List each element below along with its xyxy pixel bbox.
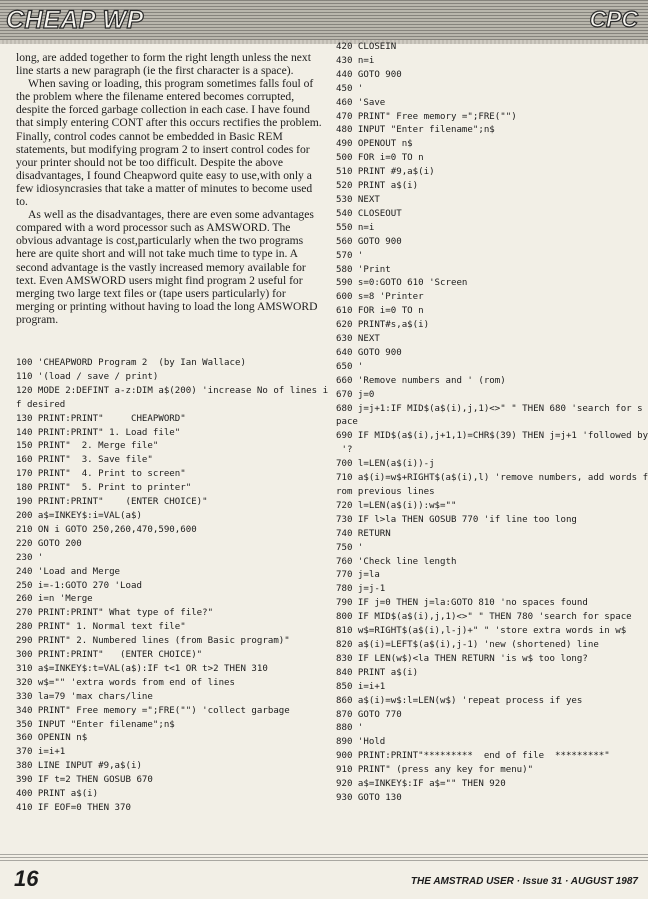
paragraph-2: When saving or loading, this program sometimes falls foul of the problem where the filename entered becomes corrupted, despite the forced garbage collection in each case. I have found that simply entering CONT after this occurs rectifies the problem. Finally, control codes cannot be embedded in Basic REM statements, but modifying program 2 to insert control codes for your printer should not be too difficult. Despite the above disadvantages, I found Cheapword quite easy to use,with only a few idiosyncrasies that take a matter of minutes to become used to. <box>16 77 322 209</box>
code-listing-right: 420 CLOSEIN 430 n=i 440 GOTO 900 450 ' 460 'Save 470 PRINT" Free memory =";FRE("") 480 INPUT "Enter filename";n$ 490 OPENOUT n$ 500 FOR i=0 TO n 510 PRINT #9,a$(i) 520 PRINT a$(i) 530 NEXT 540 CLOSEOUT 550 n=i 560 GOTO 900 570 ' 580 'Print 590 s=0:GOTO 610 'Screen 600 s=8 'Printer 610 FOR i=0 TO n 620 PRINT#s,a$(i) 630 NEXT 640 GOTO 900 650 ' 660 'Remove numbers and ' (rom) 670 j=0 680 j=j+1:IF MID$(a$(i),j,1)<>" " THEN 680 'search for s pace 690 IF MID$(a$(i),j+1,1)=CHR$(39) THEN j=j+1 'followed by '? 700 l=LEN(a$(i))-j 710 a$(i)=w$+RIGHT$(a$(i),l) 'remove numbers, add words f rom previous lines 720 l=LEN(a$(i)):w$="" 730 IF l>la THEN GOSUB 770 'if line too long 740 RETURN 750 ' 760 'Check line length 770 j=la 780 j=j-1 790 IF j=0 THEN j=la:GOTO 810 'no spaces found 800 IF MID$(a$(i),j,1)<>" " THEN 780 'search for space 810 w$=RIGHT$(a$(i),l-j)+" " 'store extra words in w$ 820 a$(i)=LEFT$(a$(i),j-1) 'new (shortened) line 830 IF LEN(w$)<la THEN RETURN 'is w$ too long? 840 PRINT a$(i) 850 i=i+1 860 a$(i)=w$:l=LEN(w$) 'repeat process if yes 870 GOTO 770 880 ' 890 'Hold 900 PRINT:PRINT"********* end of file *********" 910 PRINT" (press any key for menu)" 920 a$=INKEY$:IF a$="" THEN 920 930 GOTO 130 <box>336 42 648 803</box>
paragraph-3: As well as the disadvantages, there are even some advantages compared with a word processor such as AMSWORD. The obvious advantage is cost,particularly when the two programs here are quite short and will not take much time to type in. A second advantage is the vastly increased memory available for text. Even AMSWORD users might find program 2 useful for merging two large text files or (tape users particularly) for merging or printing without having to load the long AMSWORD program. <box>16 208 318 326</box>
page-header <box>0 0 648 40</box>
article-text <box>16 51 322 326</box>
code-listing-left: 100 'CHEAPWORD Program 2 (by Ian Wallace) 110 '(load / save / print) 120 MODE 2:DEFINT a-z:DIM a$(200) 'increase No of lines i f desired 130 PRINT:PRINT" CHEAPWORD" 140 PRINT:PRINT" 1. Load file" 150 PRINT" 2. Merge file" 160 PRINT" 3. Save file" 170 PRINT" 4. Print to screen" 180 PRINT" 5. Print to printer" 190 PRINT:PRINT" (ENTER CHOICE)" 200 a$=INKEY$:i=VAL(a$) 210 ON i GOTO 250,260,470,590,600 220 GOTO 200 230 ' 240 'Load and Merge 250 i=-1:GOTO 270 'Load 260 i=n 'Merge 270 PRINT:PRINT" What type of file?" 280 PRINT" 1. Normal text file" 290 PRINT" 2. Numbered lines (from Basic program)" 300 PRINT:PRINT" (ENTER CHOICE)" 310 a$=INKEY$:t=VAL(a$):IF t<1 OR t>2 THEN 310 320 w$="" 'extra words from end of lines 330 la=79 'max chars/line 340 PRINT" Free memory =";FRE("") 'collect garbage 350 INPUT "Enter filename";n$ 360 OPENIN n$ 370 i=i+1 380 LINE INPUT #9,a$(i) 390 IF t=2 THEN GOSUB 670 400 PRINT a$(i) 410 IF EOF=0 THEN 370 <box>16 358 329 813</box>
publication-credit: THE AMSTRAD USER · Issue 31 · AUGUST 1987 <box>410 876 638 887</box>
paragraph-1: long, are added together to form the right length unless the next line starts a new paragraph (ie the first character is a space). <box>16 51 311 78</box>
section-label: CPC <box>589 6 638 32</box>
footer-divider <box>0 852 648 861</box>
page-number: 16 <box>14 866 39 891</box>
header-title: CHEAP WP <box>6 6 144 34</box>
